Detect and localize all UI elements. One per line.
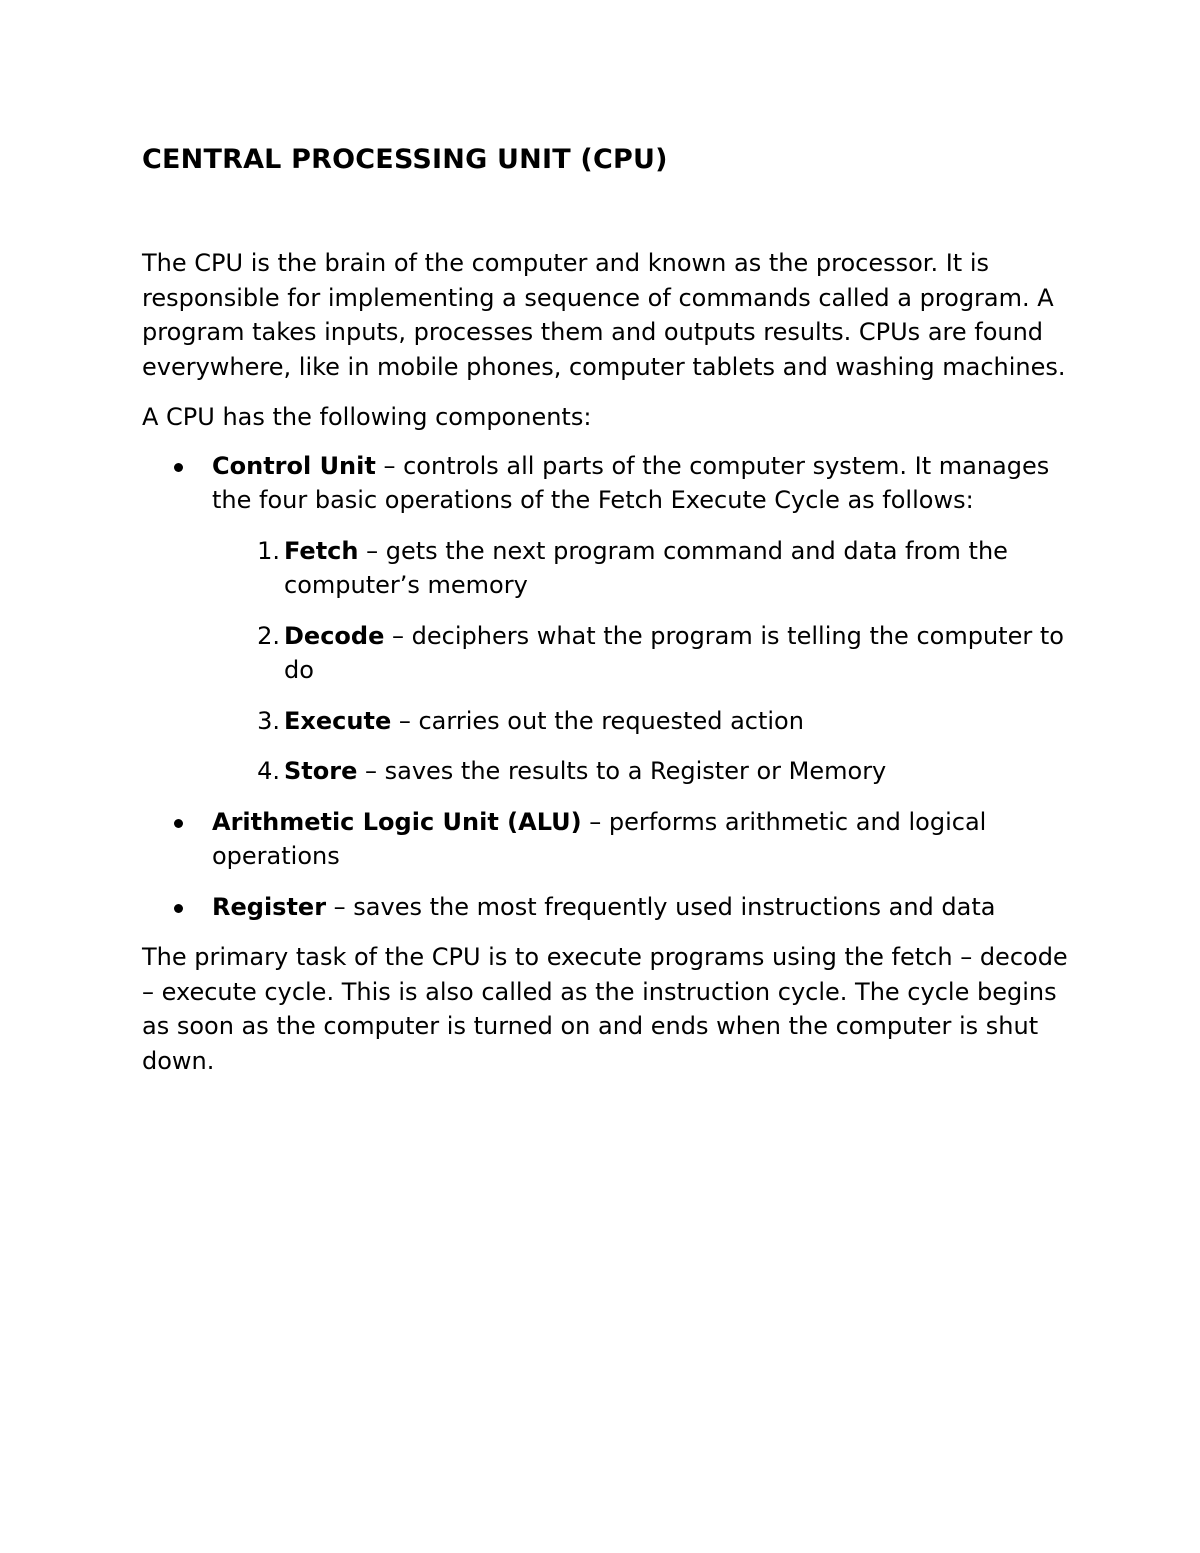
component-desc: – saves the most frequently used instructions and data xyxy=(326,892,996,921)
step-term: Fetch xyxy=(284,536,359,565)
step-item-store xyxy=(212,754,1072,789)
step-desc: – carries out the requested action xyxy=(391,706,804,735)
step-item-decode xyxy=(212,619,1072,688)
component-term: Register xyxy=(212,892,327,921)
step-item-fetch xyxy=(212,534,1072,603)
component-term: Arithmetic Logic Unit (ALU) xyxy=(212,807,582,836)
list-item-register xyxy=(142,890,1072,925)
bullet-icon xyxy=(174,819,183,828)
bullet-icon xyxy=(174,904,183,913)
step-item-execute xyxy=(212,704,1072,739)
step-desc: – deciphers what the program is telling the computer to do xyxy=(284,621,1064,684)
fetch-execute-steps xyxy=(212,534,1072,789)
step-term: Store xyxy=(284,757,358,785)
bullet-icon xyxy=(174,463,183,472)
step-desc: – gets the next program command and data from the computer’s memory xyxy=(284,536,1008,599)
component-desc: – controls all parts of the computer system. It manages the four basic operations of the Fetch Execute Cycle as follows: xyxy=(212,451,1050,514)
step-number: 4. xyxy=(257,757,280,785)
step-number: 2. xyxy=(257,621,280,650)
intro-paragraph: The CPU is the brain of the computer and known as the processor. It is responsible for implementing a sequence of commands called a program. A program takes inputs, processes them and outputs results. CPUs are found everywhere, like in mobile phones, computer tablets and washing machines. xyxy=(142,249,1066,381)
step-desc: – saves the results to a Register or Memory xyxy=(357,757,887,785)
step-number: 3. xyxy=(257,706,280,735)
components-list xyxy=(142,449,1072,925)
step-number: 1. xyxy=(257,536,280,565)
component-term: Control Unit xyxy=(212,451,376,480)
step-term: Execute xyxy=(284,706,392,735)
list-item-alu xyxy=(142,805,1072,874)
conclusion-paragraph: The primary task of the CPU is to execute programs using the fetch – decode – execute cycle. This is also called as the instruction cycle. The cycle begins as soon as the computer is turned on and ends when the computer is shut down. xyxy=(142,943,1068,1075)
step-term: Decode xyxy=(284,621,385,650)
list-item-control-unit xyxy=(142,449,1072,789)
document-page xyxy=(142,140,1072,1078)
components-lead: A CPU has the following components: xyxy=(142,403,592,431)
component-desc: – performs arithmetic and logical operations xyxy=(212,807,987,870)
document-title: CENTRAL PROCESSING UNIT (CPU) xyxy=(142,144,668,175)
